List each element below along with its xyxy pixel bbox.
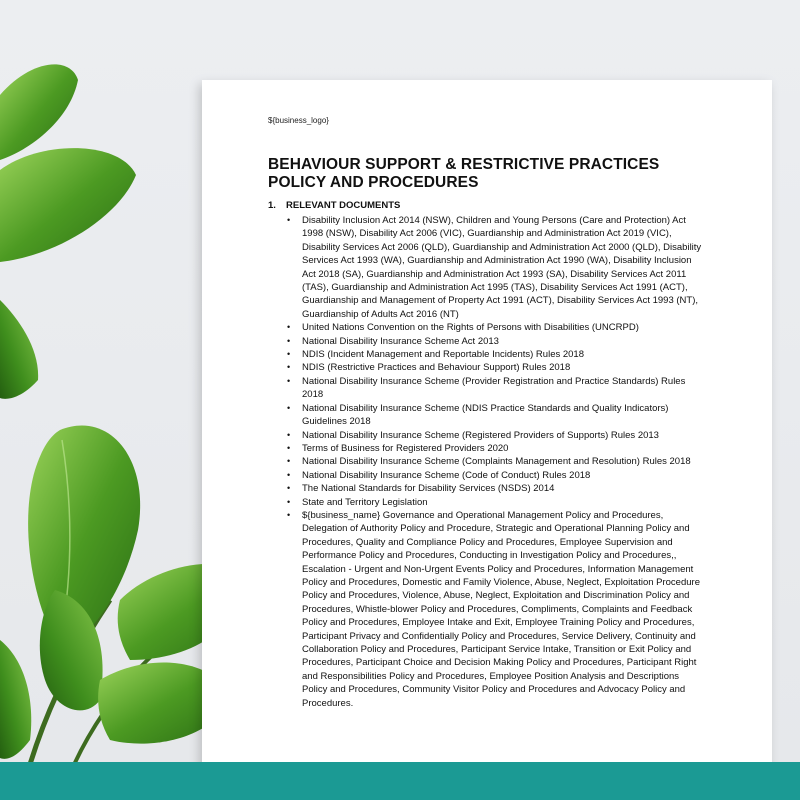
business-logo-placeholder: ${business_logo} bbox=[268, 116, 329, 125]
list-item-text: United Nations Convention on the Rights of Persons with Disabilities (UNCRPD) bbox=[302, 322, 639, 334]
list-item-text: Terms of Business for Registered Providers 2020 bbox=[302, 442, 509, 454]
list-item bbox=[287, 361, 706, 374]
list-item bbox=[287, 455, 706, 468]
bullet-icon: • bbox=[287, 335, 291, 346]
list-item-text: Disability Inclusion Act 2014 (NSW), Children and Young Persons (Care and Protection) Act 1998 (NSW), Disability Act 2006 (VIC), Guardianship and Administration Act 2019 (VIC), Disability Services Act 2006 (QLD), Guardianship and Administration Act 2000 (QLD), Disability Services Act 1993 (WA), Guardianship and Administration Act 1990 (WA), Disability Inclusion Act 2018 (SA), Guardianship and Administration Act 1993 (SA), Disability Services Act 2011 (TAS), Guardianship and Administration Act 1995 (TAS), Disability Services Act 1991 (ACT), Guardianship and Management of Property Act 1991 (ACT), Disability Services Act 1993 (NT), Guardianship of Adults Act 2016 (NT) bbox=[302, 215, 702, 320]
list-item bbox=[287, 509, 706, 710]
section-heading-text: RELEVANT DOCUMENTS bbox=[286, 200, 401, 211]
bullet-icon: • bbox=[287, 509, 291, 520]
section-heading bbox=[268, 200, 400, 211]
list-item-text: National Disability Insurance Scheme (Provider Registration and Practice Standards) Rules 2018 bbox=[302, 375, 686, 401]
section-number: 1. bbox=[268, 200, 276, 211]
document-title bbox=[268, 156, 748, 192]
document-page bbox=[202, 80, 772, 770]
list-item bbox=[287, 348, 706, 361]
list-item bbox=[287, 375, 706, 402]
list-item bbox=[287, 496, 706, 509]
list-item-text: National Disability Insurance Scheme Act 2013 bbox=[302, 335, 499, 347]
title-line-2: POLICY AND PROCEDURES bbox=[268, 174, 479, 191]
list-item-text: National Disability Insurance Scheme (NDIS Practice Standards and Quality Indicators) Guidelines 2018 bbox=[302, 402, 669, 428]
title-line-1: BEHAVIOUR SUPPORT & RESTRICTIVE PRACTICES bbox=[268, 156, 660, 173]
list-item bbox=[287, 402, 706, 429]
list-item-text: The National Standards for Disability Services (NSDS) 2014 bbox=[302, 483, 555, 495]
bullet-icon: • bbox=[287, 496, 291, 507]
list-item bbox=[287, 214, 706, 321]
bullet-icon: • bbox=[287, 362, 291, 373]
bullet-icon: • bbox=[287, 456, 291, 467]
list-item bbox=[287, 442, 706, 455]
bottom-accent-band bbox=[0, 762, 800, 800]
list-item-text: National Disability Insurance Scheme (Code of Conduct) Rules 2018 bbox=[302, 469, 591, 481]
bullet-icon: • bbox=[287, 402, 291, 413]
relevant-documents-list bbox=[287, 214, 706, 710]
bullet-icon: • bbox=[287, 322, 291, 333]
list-item bbox=[287, 335, 706, 348]
list-item bbox=[287, 429, 706, 442]
bullet-icon: • bbox=[287, 429, 291, 440]
list-item bbox=[287, 482, 706, 495]
list-item-text: National Disability Insurance Scheme (Complaints Management and Resolution) Rules 2018 bbox=[302, 456, 691, 468]
bullet-icon: • bbox=[287, 469, 291, 480]
bullet-icon: • bbox=[287, 442, 291, 453]
bullet-icon: • bbox=[287, 375, 291, 386]
list-item-text: ${business_name} Governance and Operational Management Policy and Procedures, Delegation of Authority Policy and Procedure, Strategic and Operational Planning Policy and Procedures, Quality and Compliance Policy and Procedures, Employee Supervision and Performance Policy and Procedures, Conducting in Investigation Policy and Procedures,, Escalation - Urgent and Non-Urgent Events Policy and Procedures, Information Management Policy and Procedures, Domestic and Family Violence, Abuse, Neglect, Exploitation Procedure Policy and Procedures, Violence, Abuse, Neglect, Exploitation and Discrimination Policy and Procedures, Whistle-blower Policy and Procedures, Compliments, Complaints and Feedback Policy and Procedures, Employee Intake and Exit, Employee Training Policy and Procedures, Participant Privacy and Confidentially Policy and Procedures, Service Delivery, Continuity and Collaboration Policy and Procedures, Participant Service Intake, Transition or Exit Policy and Procedures, Participant Choice and Decision Making Policy and Procedures, Participant Right and Responsibilities Policy and Procedures, Employee Position Analysis and Descriptions Policy and Procedures, Community Visitor Policy and Procedures and Advocacy Policy and Procedures. bbox=[302, 509, 700, 709]
bullet-icon: • bbox=[287, 215, 291, 225]
list-item bbox=[287, 321, 706, 334]
list-item-text: National Disability Insurance Scheme (Registered Providers of Supports) Rules 2013 bbox=[302, 429, 659, 441]
list-item bbox=[287, 469, 706, 482]
bullet-icon: • bbox=[287, 349, 291, 360]
list-item-text: NDIS (Restrictive Practices and Behaviour Support) Rules 2018 bbox=[302, 362, 571, 374]
list-item-text: State and Territory Legislation bbox=[302, 496, 428, 508]
bullet-icon: • bbox=[287, 483, 291, 494]
list-item-text: NDIS (Incident Management and Reportable Incidents) Rules 2018 bbox=[302, 349, 584, 361]
